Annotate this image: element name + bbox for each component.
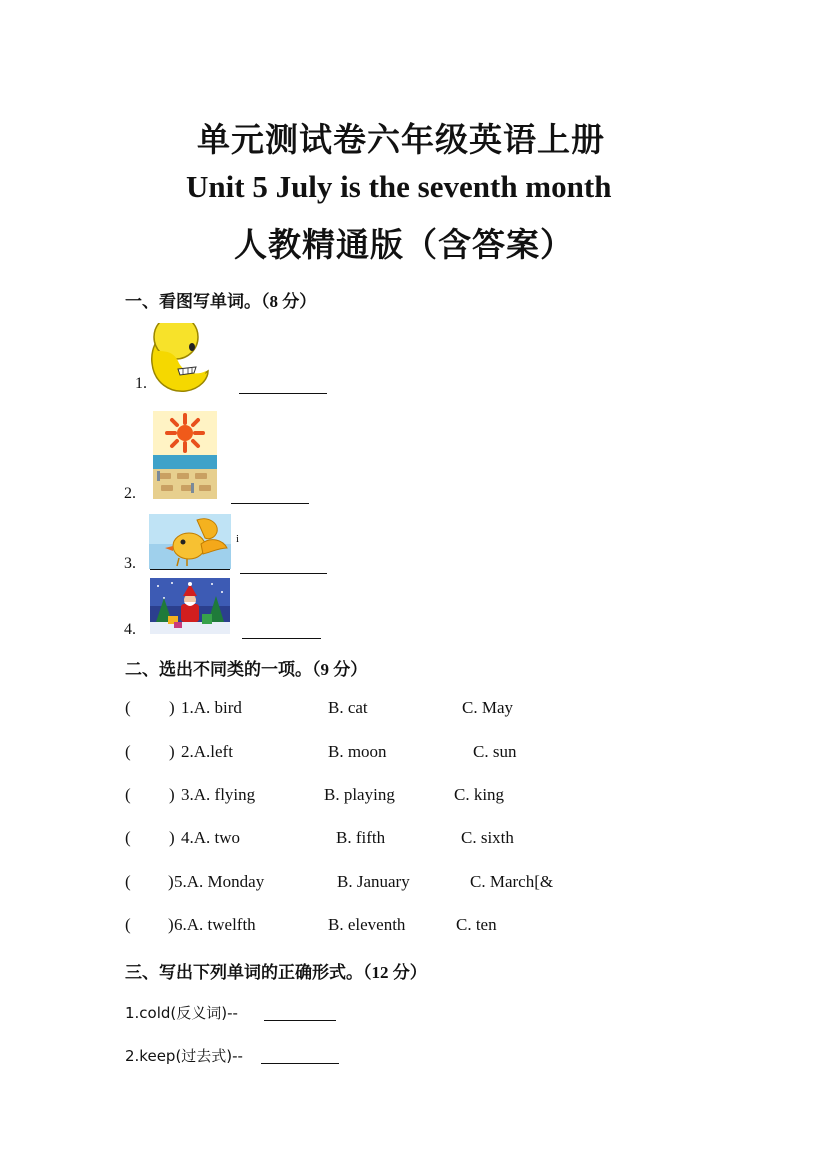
answer-bracket-open: ( [125,742,131,761]
section2-heading: 二、选出不同类的一项。（9 分） [125,660,368,679]
stray-mark: i [236,533,240,545]
option-c: C. May [462,698,513,717]
option-c: C. March[& [470,872,554,891]
word-form-blank-1[interactable] [264,1020,336,1021]
page-title-cn: 单元测试卷六年级英语上册 [197,123,605,159]
item2-number: 2. [124,485,136,502]
answer-bracket-open: ( [125,828,131,847]
option-c: C. ten [456,915,497,934]
item3-underline [150,569,230,570]
bird-icon [149,514,231,569]
option-a: 4.A. two [181,828,241,847]
word-form-item-2: 2.keep(过去式)-- [125,1047,243,1065]
option-c: C. sixth [461,828,514,847]
item1-number: 1. [135,375,147,392]
answer-bracket-close: ) [169,742,175,761]
option-a: 3.A. flying [181,785,256,804]
section3-heading: 三、写出下列单词的正确形式。（12 分） [125,963,427,982]
option-b: B. moon [328,742,387,761]
option-a: 2.A.left [181,742,233,761]
answer-bracket-close: ) [169,828,175,847]
answer-bracket-close: ) [168,872,174,891]
option-c: C. king [454,785,505,804]
christmas-icon [150,578,230,634]
option-b: B. eleventh [328,915,406,934]
option-a: 5.A. Monday [174,872,265,891]
word-form-blank-2[interactable] [261,1063,339,1064]
option-c: C. sun [473,742,517,761]
word-form-item-1: 1.cold(反义词)-- [125,1004,238,1022]
answer-bracket-close: ) [168,915,174,934]
answer-bracket-close: ) [169,785,175,804]
option-b: B. cat [328,698,368,717]
page-title-en: Unit 5 July is the seventh month [186,169,612,204]
option-b: B. January [337,872,410,891]
moon-icon [148,323,210,395]
page-subtitle-cn: 人教精通版（含答案） [234,228,574,264]
section1-heading: 一、看图写单词。（8 分） [125,292,317,311]
option-b: B. fifth [336,828,386,847]
answer-bracket-open: ( [125,785,131,804]
item4-number: 4. [124,621,136,638]
option-a: 1.A. bird [181,698,242,717]
sun-beach-icon [153,411,217,499]
answer-bracket-open: ( [125,698,131,717]
answer-bracket-open: ( [125,915,131,934]
item3-answer-blank[interactable] [240,573,327,574]
answer-bracket-close: ) [169,698,175,717]
option-a: 6.A. twelfth [174,915,256,934]
answer-bracket-open: ( [125,872,131,891]
option-b: B. playing [324,785,395,804]
item1-answer-blank[interactable] [239,393,327,394]
item4-answer-blank[interactable] [242,638,321,639]
item2-answer-blank[interactable] [231,503,309,504]
item3-number: 3. [124,555,136,572]
